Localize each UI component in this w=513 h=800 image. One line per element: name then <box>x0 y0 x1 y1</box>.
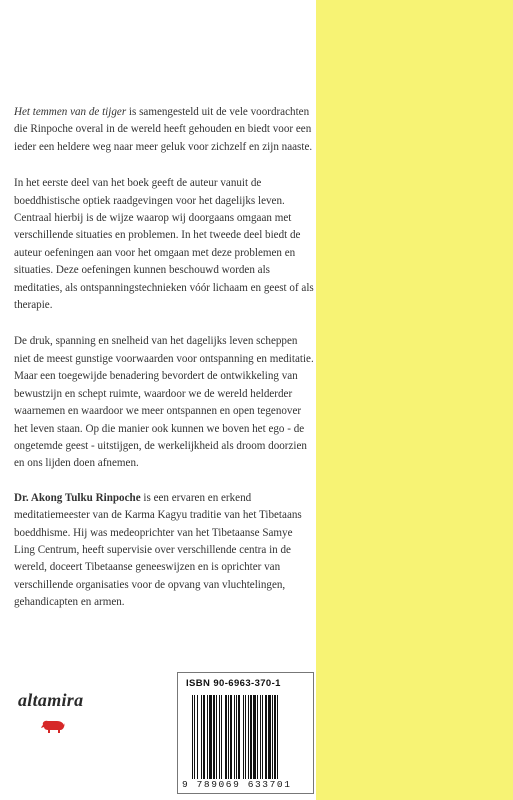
yellow-cover-band <box>316 0 513 800</box>
author-bio: is een ervaren en erkend meditatiemeester van de Karma Kagyu traditie van het Tibetaans boeddhisme. Hij was medeoprichter van het Tibetaanse Samye Ling Centrum, heeft supervisie over verschillende centra in de wereld, doceert Tibetaanse geneeswijzen en is oprichter van verschillende organisaties voor de opvang van vluchtelingen, gehandicapten en armen. <box>14 491 302 609</box>
book-title: Het temmen van de tijger <box>14 106 127 118</box>
barcode-bars <box>192 695 300 779</box>
isbn-number: ISBN 90-6963-370-1 <box>186 678 281 689</box>
blurb-paragraph-intro <box>14 104 314 156</box>
publisher-logo <box>18 690 118 750</box>
intro-text: is samengesteld uit de vele voordrachten die Rinpoche overal in de wereld heeft gehouden en biedt voor een ieder een heldere weg naar meer geluk voor zichzelf en zijn naaste. <box>14 106 313 153</box>
red-bull-icon <box>40 718 66 734</box>
author-name: Dr. Akong Tulku Rinpoche <box>14 491 141 504</box>
blurb-paragraph-meditation: De druk, spanning en snelheid van het dagelijks leven scheppen niet de meest gunstige voorwaarden voor ontspanning en meditatie. Maar een toegewijde benadering bevordert de ontwikkeling van bewustzijn en schept ruimte, waardoor we de wereld helderder waarnemen en waardoor we meer ontspannen en open tegenover het leven staan. Op die manier ook kunnen we boven het ego - de ongetemde geest - uitstijgen, de werkelijkheid als droom doorzien en ons lijden doen afnemen. <box>14 335 314 470</box>
barcode-box <box>177 672 314 794</box>
back-cover-blurb <box>14 104 314 629</box>
blurb-paragraph-structure: In het eerste deel van het boek geeft de auteur vanuit de boeddhistische optiek raadgevingen voor het dagelijks leven. Centraal hierbij is de wijze waarop wij doorgaans omgaan met verschillende situaties en problemen. In het tweede deel biedt de auteur oefeningen aan voor het omgaan met deze problemen en situaties. Deze oefeningen kunnen beschouwd worden als meditaties, als ontspanningstechnieken vóór lichaam en geest of als therapie. <box>14 177 314 312</box>
publisher-name: altamira <box>18 690 84 710</box>
blurb-paragraph-author <box>14 490 314 612</box>
ean-number: 9 789069 633701 <box>182 779 292 790</box>
